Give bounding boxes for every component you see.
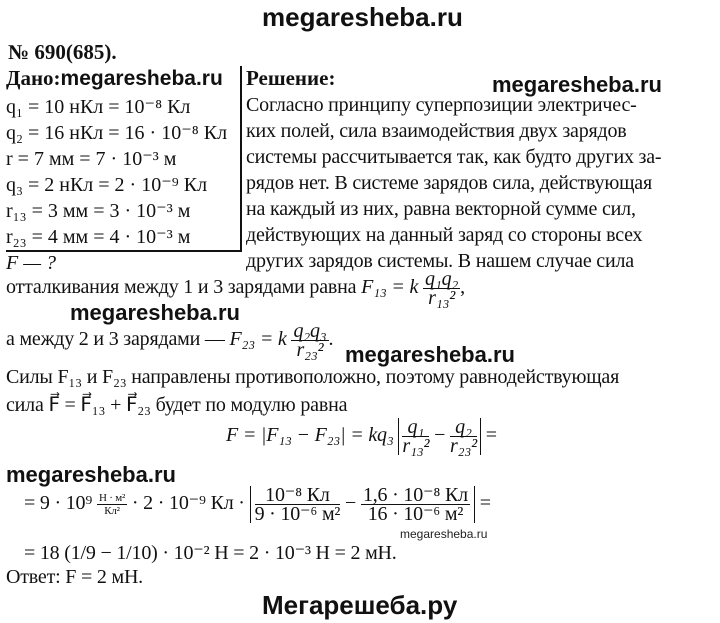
solution-line: других зарядов системы. В нашем случае сила	[246, 250, 634, 272]
f13-fraction	[423, 270, 460, 307]
eq1-fraction-2	[450, 418, 477, 455]
eq2-unit-numerator: Н · м²	[98, 492, 126, 504]
watermark-mid1: megaresheba.ru	[70, 300, 240, 325]
f23-fraction	[291, 322, 328, 359]
eq2-denominator-1: 9 · 10⁻⁶ м²	[254, 503, 341, 525]
given-item: q₃ = 2 нКл = 2 · 10⁻⁹ Кл	[6, 174, 208, 196]
watermark-top: megaresheba.ru	[262, 2, 463, 32]
given-item: r₂₃ = 4 мм = 4 · 10⁻³ м	[6, 226, 191, 248]
eq2-denominator-2: 16 · 10⁻⁶ м²	[367, 503, 464, 525]
f13-denominator: r₁₃²	[428, 287, 456, 309]
f13-tail: ,	[460, 276, 465, 299]
f23-line	[6, 322, 333, 359]
given-label-text: Дано:	[6, 66, 61, 90]
answer: Ответ: F = 2 мН.	[6, 566, 143, 588]
given-label	[6, 66, 223, 91]
eq2-numerator-1: 10⁻⁸ Кл	[255, 486, 341, 505]
eq1-tail: =	[485, 424, 497, 447]
solution-line: рядов нет. В системе зарядов сила, действующая	[246, 172, 652, 194]
given-item: q₁ = 10 нКл = 10⁻⁸ Кл	[6, 96, 191, 118]
eq2-minus: −	[345, 492, 357, 515]
eq2-unit	[97, 492, 127, 517]
solution-label: Решение:	[246, 66, 336, 90]
equation-3: = 18 (1/9 − 1/10) · 10⁻² Н = 2 · 10⁻³ Н = 2 мН.	[24, 542, 397, 564]
eq2-start: = 9 · 10⁹	[24, 492, 93, 515]
forces-line: Силы F₁₃ и F₂₃ направлены противоположно, поэтому равнодействующая	[6, 366, 620, 388]
solution-line: системы рассчитывается так, как будто других за-	[246, 146, 662, 168]
f23-lhs: F₂₃ = k	[229, 328, 287, 351]
equation-2	[24, 486, 491, 523]
solution-line: на каждый из них, равна векторной сумме сил,	[246, 198, 636, 220]
given-item: r₁₃ = 3 мм = 3 · 10⁻³ м	[6, 200, 191, 222]
watermark-mid3: megaresheba.ru	[6, 462, 176, 487]
eq1-numerator-2: q₂	[450, 418, 477, 437]
watermark-footer: Мегарешеба.ру	[262, 590, 458, 620]
eq2-fraction-2	[361, 486, 470, 523]
watermark-dano: megaresheba.ru	[60, 67, 223, 90]
find-label: F — ?	[6, 252, 56, 274]
eq1-denominator-1: r₁₃²	[402, 435, 430, 457]
forces-line: сила F⃗ = F⃗₁₃ + F⃗₂₃ будет по модулю равна	[6, 394, 348, 416]
eq1-denominator-2: r₂₃²	[450, 435, 477, 457]
solution-line: действующих на данный заряд со стороны всех	[246, 224, 643, 246]
eq2-unit-denominator: Кл²	[104, 505, 120, 517]
f23-denominator: r₂₃²	[296, 339, 324, 361]
eq2-tail: =	[479, 492, 491, 515]
problem-number: № 690(685).	[8, 40, 117, 64]
watermark-solution: megaresheba.ru	[492, 72, 662, 97]
f13-text: отталкивания между 1 и 3 зарядами равна	[6, 276, 357, 299]
given-item: r = 7 мм = 7 · 10⁻³ м	[6, 148, 177, 170]
eq2-fraction-1	[255, 486, 341, 523]
f23-tail: .	[328, 328, 334, 351]
f13-lhs: F₁₃ = k	[361, 276, 419, 299]
eq1-minus: −	[434, 424, 446, 447]
eq2-numerator-2: 1,6 · 10⁻⁸ Кл	[362, 484, 468, 506]
f23-numerator: q₂q₃	[293, 320, 327, 342]
solution-line: Согласно принципу суперпозиции электричес-	[246, 94, 637, 116]
equation-1	[226, 418, 497, 455]
eq1-numerator-1: q₁	[402, 418, 429, 437]
eq2-mid: · 2 · 10⁻⁹ Кл ·	[131, 492, 245, 515]
eq1-fraction-1	[402, 418, 429, 455]
given-separator	[240, 66, 242, 252]
eq1-abs	[398, 418, 481, 455]
eq2-abs	[250, 486, 475, 523]
eq1-lhs: F = |F₁₃ − F₂₃| = kq₃	[226, 424, 394, 447]
watermark-small: megaresheba.ru	[400, 527, 488, 541]
given-item: q₂ = 16 нКл = 16 · 10⁻⁸ Кл	[6, 122, 228, 144]
f23-text: а между 2 и 3 зарядами —	[6, 328, 225, 351]
solution-line: ких полей, сила взаимодействия двух зарядов	[246, 120, 627, 142]
watermark-mid2: megaresheba.ru	[345, 342, 515, 367]
f13-numerator: q₁q₂	[425, 268, 459, 290]
